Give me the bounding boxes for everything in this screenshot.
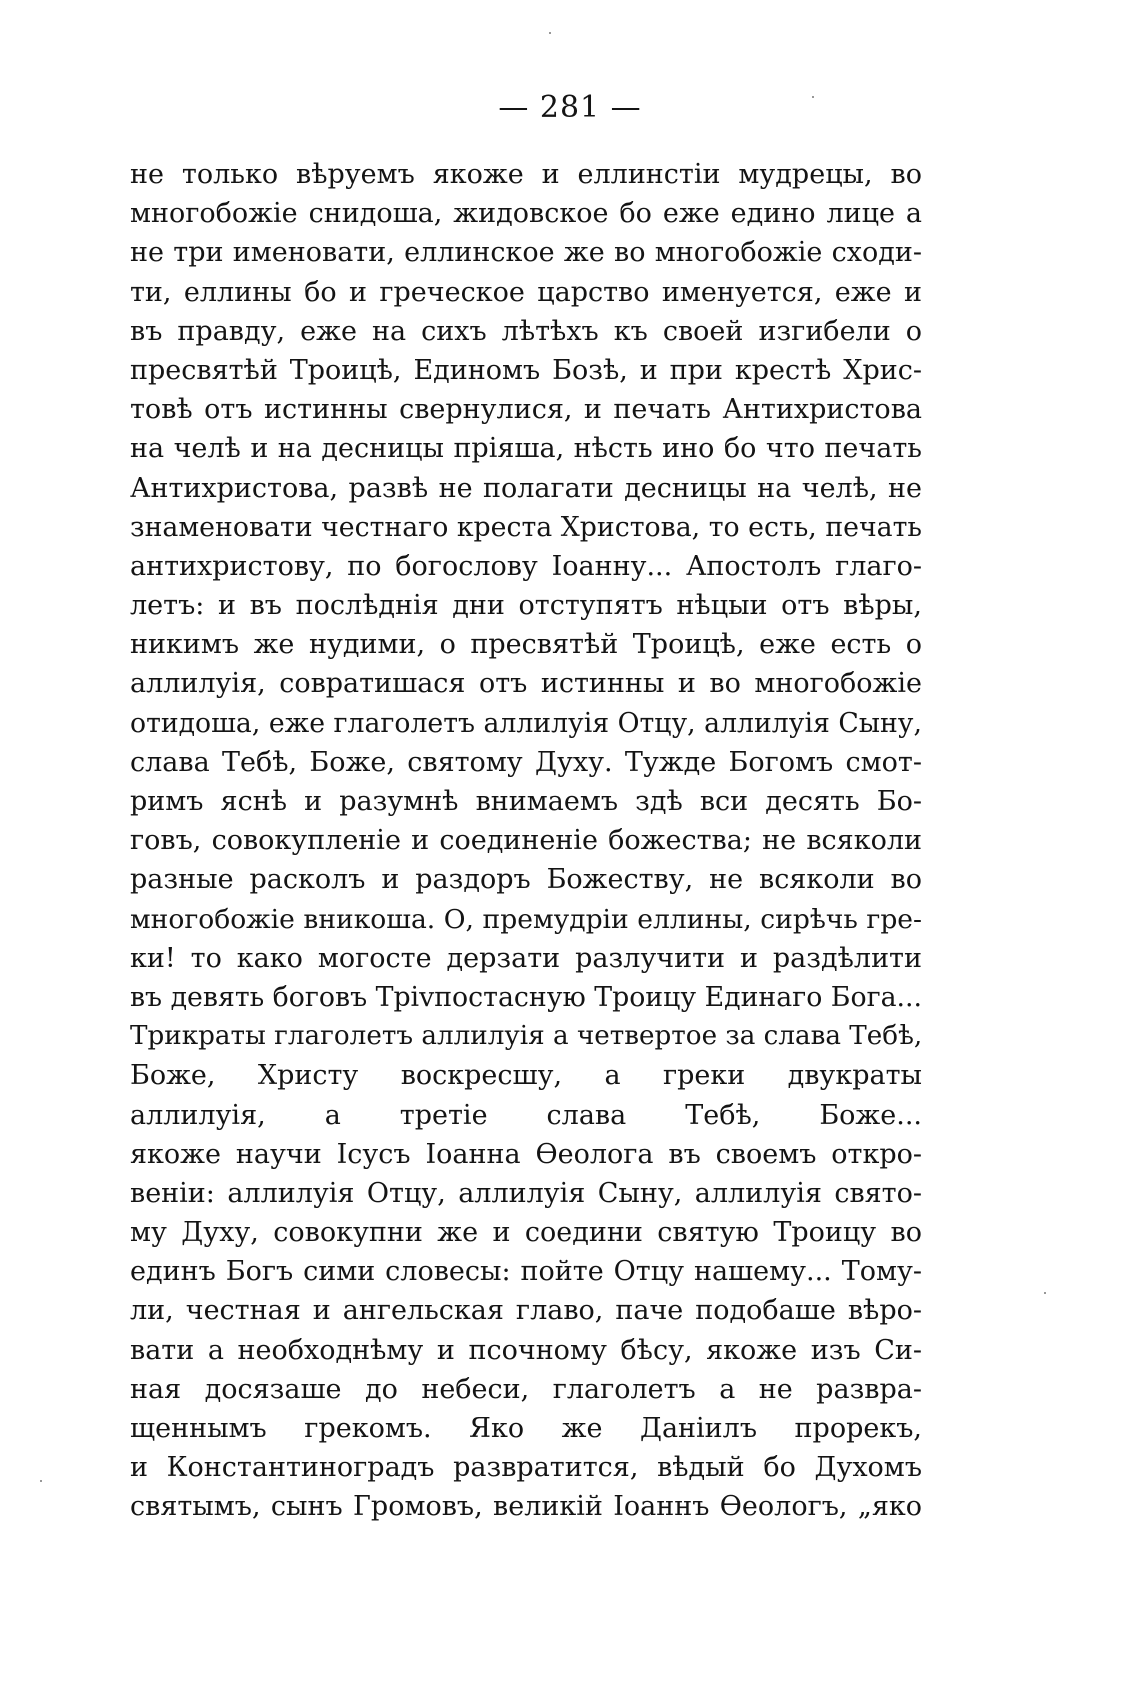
text-line: говъ, совокупленіе и соединеніе божества; не всяколи	[130, 825, 922, 857]
text-line: въ правду, еже на сихъ лѣтѣхъ къ своей изгибели о	[130, 315, 922, 347]
text-line: святымъ, сынъ Громовъ, великій Іоаннъ Ѳеологъ, „яко	[130, 1491, 922, 1523]
text-line: Трикраты глаголетъ аллилуія а четвертое за слава Тебѣ,	[130, 1021, 923, 1052]
text-line: разные расколъ и раздоръ Божеству, не всяколи во	[130, 864, 922, 896]
text-line: не только вѣруемъ якоже и еллинстіи мудрецы, во	[130, 159, 922, 190]
text-line: ки! то како могосте дерзати разлучити и раздѣлити	[130, 942, 922, 974]
text-line: пресвятѣй Троицѣ, Единомъ Бозѣ, и при крестѣ Хрис-	[130, 354, 922, 386]
text-line: антихристову, по богослову Іоанну... Апостолъ глаго-	[130, 550, 922, 582]
scan-speck	[549, 32, 551, 34]
text-line: единъ Богъ сими словесы: пойте Отцу нашему... Тому-	[130, 1256, 922, 1288]
text-line: Антихристова, развѣ не полагати десницы на челѣ, не	[130, 472, 922, 504]
text-line: якоже научи Ісусъ Іоанна Ѳеолога въ своемъ откро-	[130, 1138, 922, 1170]
scan-speck	[1044, 1292, 1046, 1294]
text-line: летъ: и въ послѣднія дни отступятъ нѣцыи отъ вѣры,	[130, 590, 922, 622]
text-line: многобожіе вникоша. О, премудріи еллины, сирѣчь гре-	[130, 903, 922, 935]
text-line: слава Тебѣ, Боже, святому Духу. Тужде Богомъ смот-	[130, 746, 922, 778]
body-text	[130, 155, 922, 1527]
text-line: ли, честная и ангельская главо, паче подобаше вѣро-	[130, 1295, 922, 1327]
text-line: не три именовати, еллинское же во многобожіе сходи-	[130, 237, 922, 269]
text-line: аллилуія, а третіе слава Тебѣ, Боже...	[130, 1099, 922, 1131]
text-line: вати а необходнѣму и псочному бѣсу, якоже изъ Си-	[130, 1334, 922, 1366]
text-line: никимъ же нудими, о пресвятѣй Троицѣ, еже есть о	[130, 629, 922, 661]
text-line: на челѣ и на десницы пріяша, нѣсть ино бо что печать	[130, 433, 922, 465]
text-line: веніи: аллилуія Отцу, аллилуія Сыну, аллилуія свято-	[130, 1177, 922, 1209]
text-line: ти, еллины бо и греческое царство именуется, еже и	[130, 276, 922, 308]
text-line: и Константиноградъ развратится, вѣдый бо Духомъ	[130, 1452, 922, 1484]
scan-speck	[812, 96, 814, 98]
text-line: аллилуія, совратишася отъ истинны и во многобожіе	[130, 668, 922, 700]
text-line: товѣ отъ истинны свернулися, и печать Антихристова	[130, 394, 922, 426]
page-number: — 281 —	[498, 90, 642, 125]
scan-speck	[40, 1480, 42, 1482]
text-line: отидоша, еже глаголетъ аллилуія Отцу, аллилуія Сыну,	[130, 707, 922, 739]
text-line: му Духу, совокупни же и соедини святую Троицу во	[130, 1217, 922, 1249]
text-line: ная досязаше до небеси, глаголетъ а не развра-	[130, 1373, 922, 1405]
text-line: въ девять боговъ Тріvпостасную Троицу Единаго Бога...	[130, 981, 923, 1013]
text-line: щеннымъ грекомъ. Яко же Даніилъ прорекъ,	[130, 1413, 922, 1444]
text-line: многобожіе снидоша, жидовское бо еже едино лице а	[130, 198, 922, 230]
text-line: Боже, Христу воскресшу, а греки двукраты	[130, 1060, 922, 1092]
text-line: римъ яснѣ и разумнѣ внимаемъ здѣ вси десять Бо-	[130, 786, 922, 817]
text-line: знаменовати честнаго креста Христова, то есть, печать	[130, 511, 922, 543]
